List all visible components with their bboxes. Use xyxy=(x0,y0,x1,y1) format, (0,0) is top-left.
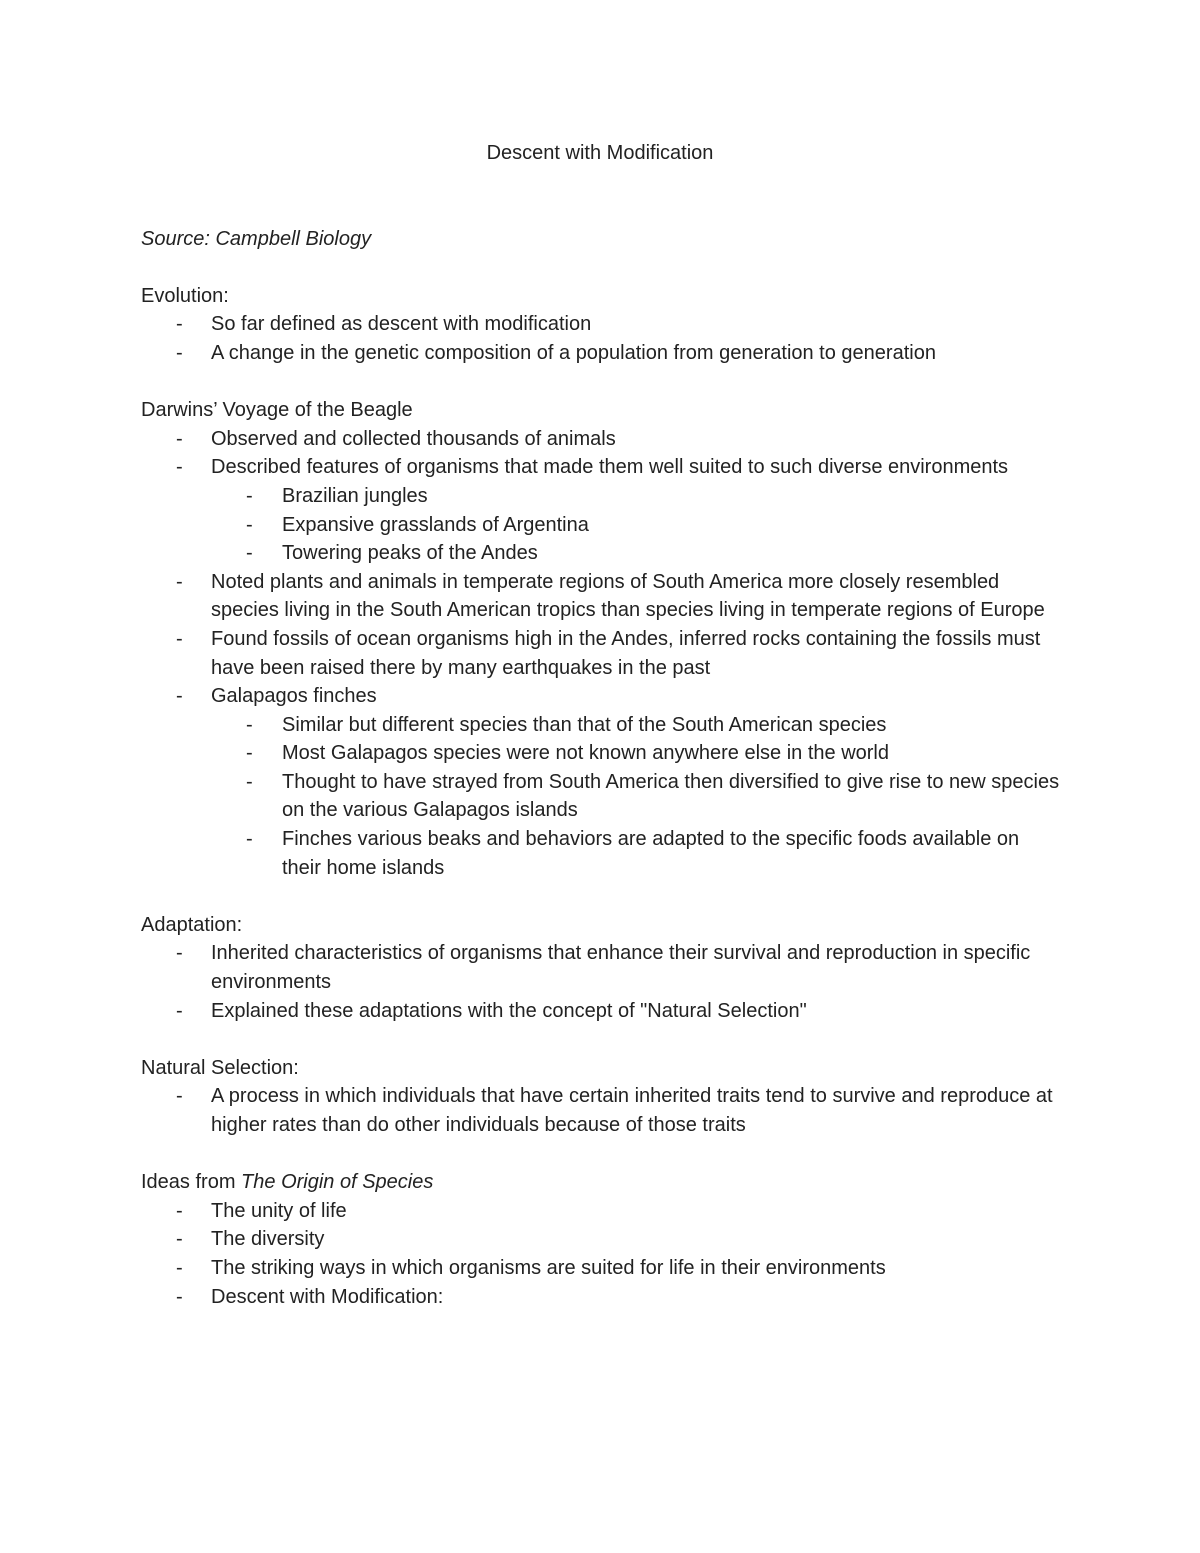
sub-list-item xyxy=(211,539,1061,568)
sub-bullet-list xyxy=(211,482,1061,568)
section-heading: Natural Selection: xyxy=(141,1056,299,1079)
list-item xyxy=(141,425,1061,454)
bullet-dash: - xyxy=(246,828,253,851)
list-item-text: The striking ways in which organisms are suited for life in their environments xyxy=(211,1256,886,1279)
list-item xyxy=(141,568,1061,625)
list-item-text: Most Galapagos species were not known anywhere else in the world xyxy=(282,742,889,765)
sub-list-item xyxy=(211,482,1061,511)
bullet-dash: - xyxy=(176,1285,183,1308)
bullet-dash: - xyxy=(176,999,183,1022)
bullet-dash: - xyxy=(176,313,183,336)
bullet-dash: - xyxy=(246,713,253,736)
bullet-dash: - xyxy=(246,770,253,793)
list-item xyxy=(141,1197,1061,1226)
list-item-text: Expansive grasslands of Argentina xyxy=(282,513,589,536)
list-item xyxy=(141,625,1061,682)
list-item xyxy=(141,1254,1061,1283)
list-item-text: Observed and collected thousands of animals xyxy=(211,427,616,450)
list-item-text: Brazilian jungles xyxy=(282,484,428,507)
bullet-dash: - xyxy=(176,341,183,364)
list-item xyxy=(141,682,1061,882)
sub-list-item xyxy=(211,768,1061,825)
bullet-list xyxy=(141,310,1061,367)
section-adaptation xyxy=(141,911,1061,1025)
list-item-text: Noted plants and animals in temperate regions of South America more closely resembled species living in the South American tropics than species living in temperate regions of Europe xyxy=(211,570,1045,622)
bullet-list xyxy=(141,1082,1061,1139)
document-title: Descent with Modification xyxy=(486,142,714,164)
section-voyage xyxy=(141,396,1061,882)
bullet-dash: - xyxy=(176,570,183,593)
bullet-dash: - xyxy=(176,627,183,650)
section-heading: Adaptation: xyxy=(141,913,243,936)
list-item xyxy=(141,997,1061,1026)
bullet-dash: - xyxy=(246,542,253,565)
bullet-dash: - xyxy=(176,685,183,708)
list-item-text: Similar but different species than that of the South American species xyxy=(282,713,887,736)
section-heading: Darwins’ Voyage of the Beagle xyxy=(141,399,413,422)
list-item-text: Thought to have strayed from South America then diversified to give rise to new species on the various Galapagos islands xyxy=(282,770,1060,822)
bullet-dash: - xyxy=(176,456,183,479)
sub-list-item xyxy=(211,739,1061,768)
bullet-dash: - xyxy=(176,942,183,965)
list-item-text: Described features of organisms that made them well suited to such diverse environments xyxy=(211,456,1009,479)
list-item-text: Explained these adaptations with the concept of "Natural Selection" xyxy=(211,999,807,1022)
bullet-dash: - xyxy=(246,513,253,536)
bullet-dash: - xyxy=(246,742,253,765)
bullet-list xyxy=(141,1197,1061,1311)
bullet-list xyxy=(141,939,1061,1025)
list-item-text: The diversity xyxy=(211,1228,325,1251)
list-item xyxy=(141,453,1061,567)
section-natural-selection xyxy=(141,1054,1061,1140)
sub-list-item xyxy=(211,825,1061,882)
list-item-text: So far defined as descent with modification xyxy=(211,313,592,336)
section-origin-of-species xyxy=(141,1168,1061,1311)
list-item xyxy=(141,310,1061,339)
bullet-dash: - xyxy=(176,1085,183,1108)
bullet-dash: - xyxy=(246,484,253,507)
section-heading xyxy=(141,1168,1061,1197)
bullet-dash: - xyxy=(176,1199,183,1222)
sub-bullet-list xyxy=(211,711,1061,883)
list-item-text: Towering peaks of the Andes xyxy=(282,542,538,565)
bullet-list xyxy=(141,425,1061,883)
bullet-dash: - xyxy=(176,1256,183,1279)
bullet-dash: - xyxy=(176,427,183,450)
document-body xyxy=(141,139,1061,1340)
section-heading: Evolution: xyxy=(141,284,229,307)
bullet-dash: - xyxy=(176,1228,183,1251)
list-item xyxy=(141,1082,1061,1139)
list-item-text: The unity of life xyxy=(211,1199,347,1222)
book-title: The Origin of Species xyxy=(241,1171,434,1194)
list-item-text: A change in the genetic composition of a population from generation to generation xyxy=(211,341,936,364)
list-item-text: Found fossils of ocean organisms high in the Andes, inferred rocks containing the fossils must have been raised there by many earthquakes in the past xyxy=(211,627,1041,679)
list-item-text: Galapagos finches xyxy=(211,685,377,708)
sub-list-item xyxy=(211,511,1061,540)
list-item xyxy=(141,939,1061,996)
list-item-text: Descent with Modification: xyxy=(211,1285,444,1308)
list-item-text: Finches various beaks and behaviors are adapted to the specific foods available on their home islands xyxy=(282,828,1020,879)
section-evolution xyxy=(141,282,1061,368)
list-item-text: A process in which individuals that have certain inherited traits tend to survive and reproduce at higher rates than do other individuals because of those traits xyxy=(211,1085,1053,1136)
list-item xyxy=(141,1225,1061,1254)
heading-prefix: Ideas from xyxy=(141,1171,242,1194)
source-line: Source: Campbell Biology xyxy=(141,227,372,250)
sub-list-item xyxy=(211,711,1061,740)
list-item xyxy=(141,1283,1061,1312)
list-item-text: Inherited characteristics of organisms that enhance their survival and reproduction in specific environments xyxy=(211,942,1031,994)
list-item xyxy=(141,339,1061,368)
